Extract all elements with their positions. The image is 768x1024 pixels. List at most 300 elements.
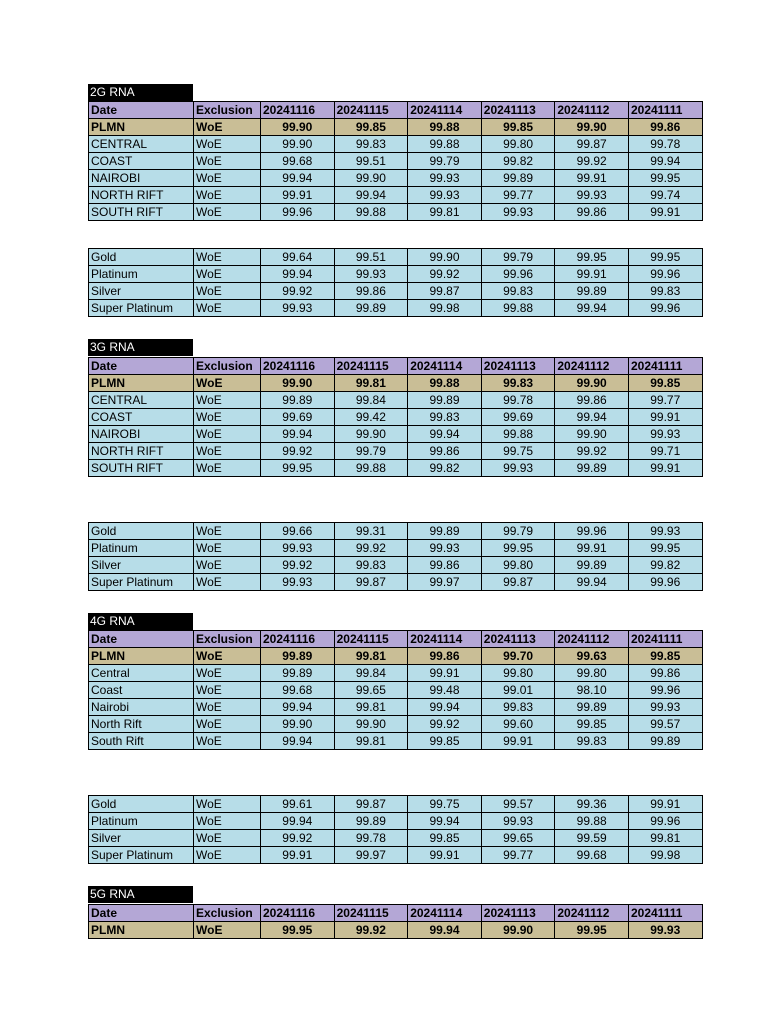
value-cell: 99.85 xyxy=(628,648,702,665)
value-cell: 99.90 xyxy=(408,249,482,266)
value-cell: 99.96 xyxy=(481,266,555,283)
value-cell: 99.93 xyxy=(555,187,629,204)
date-column-header: 20241112 xyxy=(555,905,629,922)
value-cell: 99.81 xyxy=(628,830,702,847)
row-label: SOUTH RIFT xyxy=(89,460,194,477)
value-cell: 99.90 xyxy=(334,716,408,733)
region-row xyxy=(89,170,703,187)
value-cell: 98.10 xyxy=(555,682,629,699)
row-label: Super Platinum xyxy=(89,574,194,591)
value-cell: 99.94 xyxy=(261,170,335,187)
exclusion-cell: WoE xyxy=(194,119,261,136)
section-title: 2G RNA xyxy=(88,84,193,101)
table-4g-tiers xyxy=(88,795,702,864)
header-row xyxy=(89,102,703,119)
value-cell: 99.86 xyxy=(408,443,482,460)
value-cell: 99.94 xyxy=(628,153,702,170)
tier-table xyxy=(88,522,703,591)
exclusion-cell: WoE xyxy=(194,375,261,392)
date-column-header: 20241111 xyxy=(628,358,702,375)
date-column-header: 20241114 xyxy=(408,358,482,375)
row-label: CENTRAL xyxy=(89,392,194,409)
value-cell: 99.59 xyxy=(555,830,629,847)
value-cell: 99.83 xyxy=(481,699,555,716)
row-label: CENTRAL xyxy=(89,136,194,153)
value-cell: 99.97 xyxy=(334,847,408,864)
value-cell: 99.90 xyxy=(261,375,335,392)
value-cell: 99.80 xyxy=(481,136,555,153)
header-row xyxy=(89,905,703,922)
value-cell: 99.95 xyxy=(555,249,629,266)
value-cell: 99.48 xyxy=(408,682,482,699)
value-cell: 99.81 xyxy=(334,648,408,665)
value-cell: 99.89 xyxy=(481,170,555,187)
exclusion-cell: WoE xyxy=(194,716,261,733)
value-cell: 99.96 xyxy=(628,300,702,317)
region-row xyxy=(89,665,703,682)
exclusion-cell: WoE xyxy=(194,170,261,187)
row-label: Super Platinum xyxy=(89,847,194,864)
value-cell: 99.93 xyxy=(261,300,335,317)
kpi-table xyxy=(88,630,703,750)
value-cell: 99.94 xyxy=(408,699,482,716)
value-cell: 99.95 xyxy=(628,170,702,187)
value-cell: 99.88 xyxy=(408,136,482,153)
value-cell: 99.74 xyxy=(628,187,702,204)
value-cell: 99.94 xyxy=(408,426,482,443)
region-row xyxy=(89,426,703,443)
date-column-header: 20241114 xyxy=(408,102,482,119)
value-cell: 99.95 xyxy=(481,540,555,557)
value-cell: 99.93 xyxy=(481,204,555,221)
value-cell: 99.90 xyxy=(555,119,629,136)
tier-row xyxy=(89,540,703,557)
value-cell: 99.83 xyxy=(481,375,555,392)
region-row xyxy=(89,204,703,221)
kpi-table xyxy=(88,357,703,477)
value-cell: 99.93 xyxy=(628,699,702,716)
value-cell: 99.96 xyxy=(628,574,702,591)
table-3g-tiers xyxy=(88,522,702,591)
value-cell: 99.68 xyxy=(555,847,629,864)
exclusion-cell: WoE xyxy=(194,249,261,266)
region-row xyxy=(89,699,703,716)
value-cell: 99.79 xyxy=(408,153,482,170)
value-cell: 99.83 xyxy=(555,733,629,750)
value-cell: 99.91 xyxy=(481,733,555,750)
value-cell: 99.88 xyxy=(408,119,482,136)
value-cell: 99.96 xyxy=(555,523,629,540)
value-cell: 99.91 xyxy=(261,187,335,204)
date-column-header: 20241113 xyxy=(481,905,555,922)
value-cell: 99.83 xyxy=(334,557,408,574)
value-cell: 99.92 xyxy=(334,922,408,939)
value-cell: 99.89 xyxy=(628,733,702,750)
row-label: Gold xyxy=(89,523,194,540)
exclusion-cell: WoE xyxy=(194,523,261,540)
value-cell: 99.70 xyxy=(481,648,555,665)
value-cell: 99.86 xyxy=(408,648,482,665)
value-cell: 99.92 xyxy=(408,716,482,733)
value-cell: 99.93 xyxy=(628,922,702,939)
region-row xyxy=(89,409,703,426)
value-cell: 99.92 xyxy=(261,283,335,300)
region-row xyxy=(89,136,703,153)
value-cell: 99.90 xyxy=(555,426,629,443)
row-label: North Rift xyxy=(89,716,194,733)
value-cell: 99.89 xyxy=(408,523,482,540)
value-cell: 99.75 xyxy=(408,796,482,813)
value-cell: 99.91 xyxy=(408,847,482,864)
value-cell: 99.90 xyxy=(334,426,408,443)
section-5g-title-block xyxy=(88,886,702,903)
value-cell: 99.98 xyxy=(408,300,482,317)
tier-row xyxy=(89,283,703,300)
value-cell: 99.81 xyxy=(408,204,482,221)
value-cell: 99.87 xyxy=(334,574,408,591)
value-cell: 99.91 xyxy=(408,665,482,682)
value-cell: 99.61 xyxy=(261,796,335,813)
date-column-header: 20241115 xyxy=(334,102,408,119)
value-cell: 99.89 xyxy=(261,648,335,665)
region-row xyxy=(89,716,703,733)
row-label: Gold xyxy=(89,249,194,266)
date-column-header: 20241113 xyxy=(481,102,555,119)
value-cell: 99.93 xyxy=(481,460,555,477)
region-row xyxy=(89,460,703,477)
exclusion-cell: WoE xyxy=(194,813,261,830)
exclusion-header: Exclusion xyxy=(194,358,261,375)
region-row xyxy=(89,733,703,750)
value-cell: 99.94 xyxy=(555,300,629,317)
exclusion-cell: WoE xyxy=(194,392,261,409)
date-column-header: 20241112 xyxy=(555,631,629,648)
value-cell: 99.80 xyxy=(555,665,629,682)
value-cell: 99.78 xyxy=(481,392,555,409)
plmn-row xyxy=(89,375,703,392)
row-label: Silver xyxy=(89,830,194,847)
value-cell: 99.71 xyxy=(628,443,702,460)
value-cell: 99.94 xyxy=(408,813,482,830)
value-cell: 99.82 xyxy=(481,153,555,170)
value-cell: 99.36 xyxy=(555,796,629,813)
value-cell: 99.95 xyxy=(261,922,335,939)
row-label: South Rift xyxy=(89,733,194,750)
row-label: Coast xyxy=(89,682,194,699)
exclusion-cell: WoE xyxy=(194,540,261,557)
header-row xyxy=(89,358,703,375)
exclusion-cell: WoE xyxy=(194,300,261,317)
value-cell: 99.90 xyxy=(481,922,555,939)
date-column-header: 20241116 xyxy=(261,631,335,648)
row-label: PLMN xyxy=(89,119,194,136)
value-cell: 99.85 xyxy=(408,830,482,847)
table-4g-main xyxy=(88,630,702,750)
row-label: COAST xyxy=(89,409,194,426)
date-column-header: 20241113 xyxy=(481,631,555,648)
value-cell: 99.97 xyxy=(408,574,482,591)
table-5g-main xyxy=(88,904,702,939)
tier-table xyxy=(88,795,703,864)
tier-row xyxy=(89,523,703,540)
value-cell: 99.42 xyxy=(334,409,408,426)
row-label: PLMN xyxy=(89,375,194,392)
date-column-header: 20241111 xyxy=(628,102,702,119)
value-cell: 99.88 xyxy=(481,300,555,317)
date-header: Date xyxy=(89,358,194,375)
value-cell: 99.91 xyxy=(555,266,629,283)
region-row xyxy=(89,187,703,204)
value-cell: 99.93 xyxy=(408,540,482,557)
date-header: Date xyxy=(89,102,194,119)
value-cell: 99.92 xyxy=(334,540,408,557)
row-label: PLMN xyxy=(89,648,194,665)
value-cell: 99.79 xyxy=(481,249,555,266)
header-row xyxy=(89,631,703,648)
value-cell: 99.60 xyxy=(481,716,555,733)
value-cell: 99.86 xyxy=(555,392,629,409)
value-cell: 99.79 xyxy=(334,443,408,460)
exclusion-cell: WoE xyxy=(194,557,261,574)
value-cell: 99.88 xyxy=(481,426,555,443)
value-cell: 99.92 xyxy=(261,830,335,847)
value-cell: 99.93 xyxy=(408,187,482,204)
value-cell: 99.69 xyxy=(261,409,335,426)
value-cell: 99.77 xyxy=(628,392,702,409)
value-cell: 99.92 xyxy=(261,443,335,460)
date-column-header: 20241115 xyxy=(334,631,408,648)
row-label: PLMN xyxy=(89,922,194,939)
value-cell: 99.94 xyxy=(261,266,335,283)
value-cell: 99.91 xyxy=(628,409,702,426)
value-cell: 99.96 xyxy=(628,682,702,699)
tier-row xyxy=(89,249,703,266)
tier-row xyxy=(89,557,703,574)
value-cell: 99.86 xyxy=(408,557,482,574)
value-cell: 99.91 xyxy=(628,796,702,813)
value-cell: 99.75 xyxy=(481,443,555,460)
exclusion-cell: WoE xyxy=(194,204,261,221)
value-cell: 99.93 xyxy=(334,266,408,283)
value-cell: 99.89 xyxy=(261,665,335,682)
exclusion-cell: WoE xyxy=(194,426,261,443)
value-cell: 99.85 xyxy=(408,733,482,750)
value-cell: 99.94 xyxy=(334,187,408,204)
row-label: Silver xyxy=(89,283,194,300)
exclusion-cell: WoE xyxy=(194,460,261,477)
exclusion-cell: WoE xyxy=(194,922,261,939)
value-cell: 99.93 xyxy=(628,426,702,443)
value-cell: 99.63 xyxy=(555,648,629,665)
value-cell: 99.86 xyxy=(555,204,629,221)
value-cell: 99.88 xyxy=(334,460,408,477)
tier-row xyxy=(89,266,703,283)
date-column-header: 20241112 xyxy=(555,102,629,119)
value-cell: 99.94 xyxy=(261,813,335,830)
value-cell: 99.87 xyxy=(481,574,555,591)
value-cell: 99.84 xyxy=(334,392,408,409)
date-header: Date xyxy=(89,905,194,922)
date-column-header: 20241111 xyxy=(628,631,702,648)
exclusion-cell: WoE xyxy=(194,153,261,170)
value-cell: 99.91 xyxy=(555,540,629,557)
value-cell: 99.77 xyxy=(481,847,555,864)
value-cell: 99.91 xyxy=(555,170,629,187)
tier-row xyxy=(89,300,703,317)
row-label: Nairobi xyxy=(89,699,194,716)
exclusion-header: Exclusion xyxy=(194,102,261,119)
value-cell: 99.83 xyxy=(628,283,702,300)
value-cell: 99.78 xyxy=(628,136,702,153)
value-cell: 99.31 xyxy=(334,523,408,540)
value-cell: 99.94 xyxy=(261,733,335,750)
value-cell: 99.57 xyxy=(481,796,555,813)
exclusion-header: Exclusion xyxy=(194,631,261,648)
value-cell: 99.90 xyxy=(261,136,335,153)
value-cell: 99.89 xyxy=(334,813,408,830)
value-cell: 99.92 xyxy=(408,266,482,283)
row-label: NAIROBI xyxy=(89,426,194,443)
table-2g-main xyxy=(88,101,702,221)
date-column-header: 20241114 xyxy=(408,631,482,648)
date-column-header: 20241112 xyxy=(555,358,629,375)
exclusion-cell: WoE xyxy=(194,682,261,699)
value-cell: 99.96 xyxy=(628,266,702,283)
exclusion-cell: WoE xyxy=(194,136,261,153)
value-cell: 99.88 xyxy=(408,375,482,392)
section-2g-title-block xyxy=(88,84,702,101)
value-cell: 99.89 xyxy=(555,460,629,477)
value-cell: 99.87 xyxy=(408,283,482,300)
value-cell: 99.83 xyxy=(481,283,555,300)
value-cell: 99.64 xyxy=(261,249,335,266)
value-cell: 99.95 xyxy=(555,922,629,939)
kpi-table xyxy=(88,904,703,939)
value-cell: 99.68 xyxy=(261,682,335,699)
value-cell: 99.65 xyxy=(334,682,408,699)
exclusion-cell: WoE xyxy=(194,847,261,864)
value-cell: 99.81 xyxy=(334,733,408,750)
date-column-header: 20241115 xyxy=(334,358,408,375)
date-column-header: 20241114 xyxy=(408,905,482,922)
value-cell: 99.80 xyxy=(481,557,555,574)
region-row xyxy=(89,392,703,409)
value-cell: 99.89 xyxy=(555,283,629,300)
value-cell: 99.51 xyxy=(334,153,408,170)
value-cell: 99.85 xyxy=(628,375,702,392)
value-cell: 99.93 xyxy=(628,523,702,540)
value-cell: 99.90 xyxy=(555,375,629,392)
value-cell: 99.90 xyxy=(261,119,335,136)
row-label: Silver xyxy=(89,557,194,574)
value-cell: 99.78 xyxy=(334,830,408,847)
value-cell: 99.01 xyxy=(481,682,555,699)
value-cell: 99.95 xyxy=(261,460,335,477)
date-column-header: 20241116 xyxy=(261,102,335,119)
exclusion-cell: WoE xyxy=(194,574,261,591)
row-label: Super Platinum xyxy=(89,300,194,317)
exclusion-cell: WoE xyxy=(194,665,261,682)
row-label: NORTH RIFT xyxy=(89,443,194,460)
row-label: Platinum xyxy=(89,266,194,283)
section-title: 4G RNA xyxy=(88,613,193,630)
region-row xyxy=(89,443,703,460)
value-cell: 99.82 xyxy=(628,557,702,574)
table-3g-main xyxy=(88,357,702,477)
plmn-row xyxy=(89,922,703,939)
value-cell: 99.94 xyxy=(408,922,482,939)
value-cell: 99.98 xyxy=(628,847,702,864)
row-label: NORTH RIFT xyxy=(89,187,194,204)
table-2g-tiers xyxy=(88,248,702,317)
value-cell: 99.90 xyxy=(261,716,335,733)
value-cell: 99.86 xyxy=(334,283,408,300)
plmn-row xyxy=(89,119,703,136)
value-cell: 99.89 xyxy=(334,300,408,317)
value-cell: 99.80 xyxy=(481,665,555,682)
plmn-row xyxy=(89,648,703,665)
date-header: Date xyxy=(89,631,194,648)
exclusion-cell: WoE xyxy=(194,187,261,204)
row-label: Central xyxy=(89,665,194,682)
value-cell: 99.93 xyxy=(408,170,482,187)
value-cell: 99.89 xyxy=(555,699,629,716)
exclusion-cell: WoE xyxy=(194,266,261,283)
value-cell: 99.92 xyxy=(555,443,629,460)
value-cell: 99.93 xyxy=(481,813,555,830)
kpi-table xyxy=(88,101,703,221)
value-cell: 99.92 xyxy=(555,153,629,170)
value-cell: 99.81 xyxy=(334,375,408,392)
value-cell: 99.83 xyxy=(408,409,482,426)
value-cell: 99.89 xyxy=(555,557,629,574)
tier-row xyxy=(89,796,703,813)
region-row xyxy=(89,153,703,170)
value-cell: 99.83 xyxy=(334,136,408,153)
exclusion-cell: WoE xyxy=(194,830,261,847)
row-label: Platinum xyxy=(89,540,194,557)
value-cell: 99.88 xyxy=(555,813,629,830)
value-cell: 99.96 xyxy=(628,813,702,830)
date-column-header: 20241113 xyxy=(481,358,555,375)
value-cell: 99.91 xyxy=(628,204,702,221)
value-cell: 99.51 xyxy=(334,249,408,266)
value-cell: 99.94 xyxy=(555,574,629,591)
value-cell: 99.91 xyxy=(628,460,702,477)
exclusion-cell: WoE xyxy=(194,443,261,460)
value-cell: 99.69 xyxy=(481,409,555,426)
exclusion-cell: WoE xyxy=(194,733,261,750)
value-cell: 99.89 xyxy=(408,392,482,409)
value-cell: 99.86 xyxy=(628,665,702,682)
date-column-header: 20241115 xyxy=(334,905,408,922)
row-label: NAIROBI xyxy=(89,170,194,187)
value-cell: 99.85 xyxy=(481,119,555,136)
row-label: COAST xyxy=(89,153,194,170)
region-row xyxy=(89,682,703,699)
value-cell: 99.68 xyxy=(261,153,335,170)
row-label: SOUTH RIFT xyxy=(89,204,194,221)
tier-table xyxy=(88,248,703,317)
value-cell: 99.94 xyxy=(555,409,629,426)
value-cell: 99.84 xyxy=(334,665,408,682)
value-cell: 99.91 xyxy=(261,847,335,864)
value-cell: 99.95 xyxy=(628,540,702,557)
value-cell: 99.94 xyxy=(261,699,335,716)
value-cell: 99.92 xyxy=(261,557,335,574)
value-cell: 99.57 xyxy=(628,716,702,733)
value-cell: 99.65 xyxy=(481,830,555,847)
